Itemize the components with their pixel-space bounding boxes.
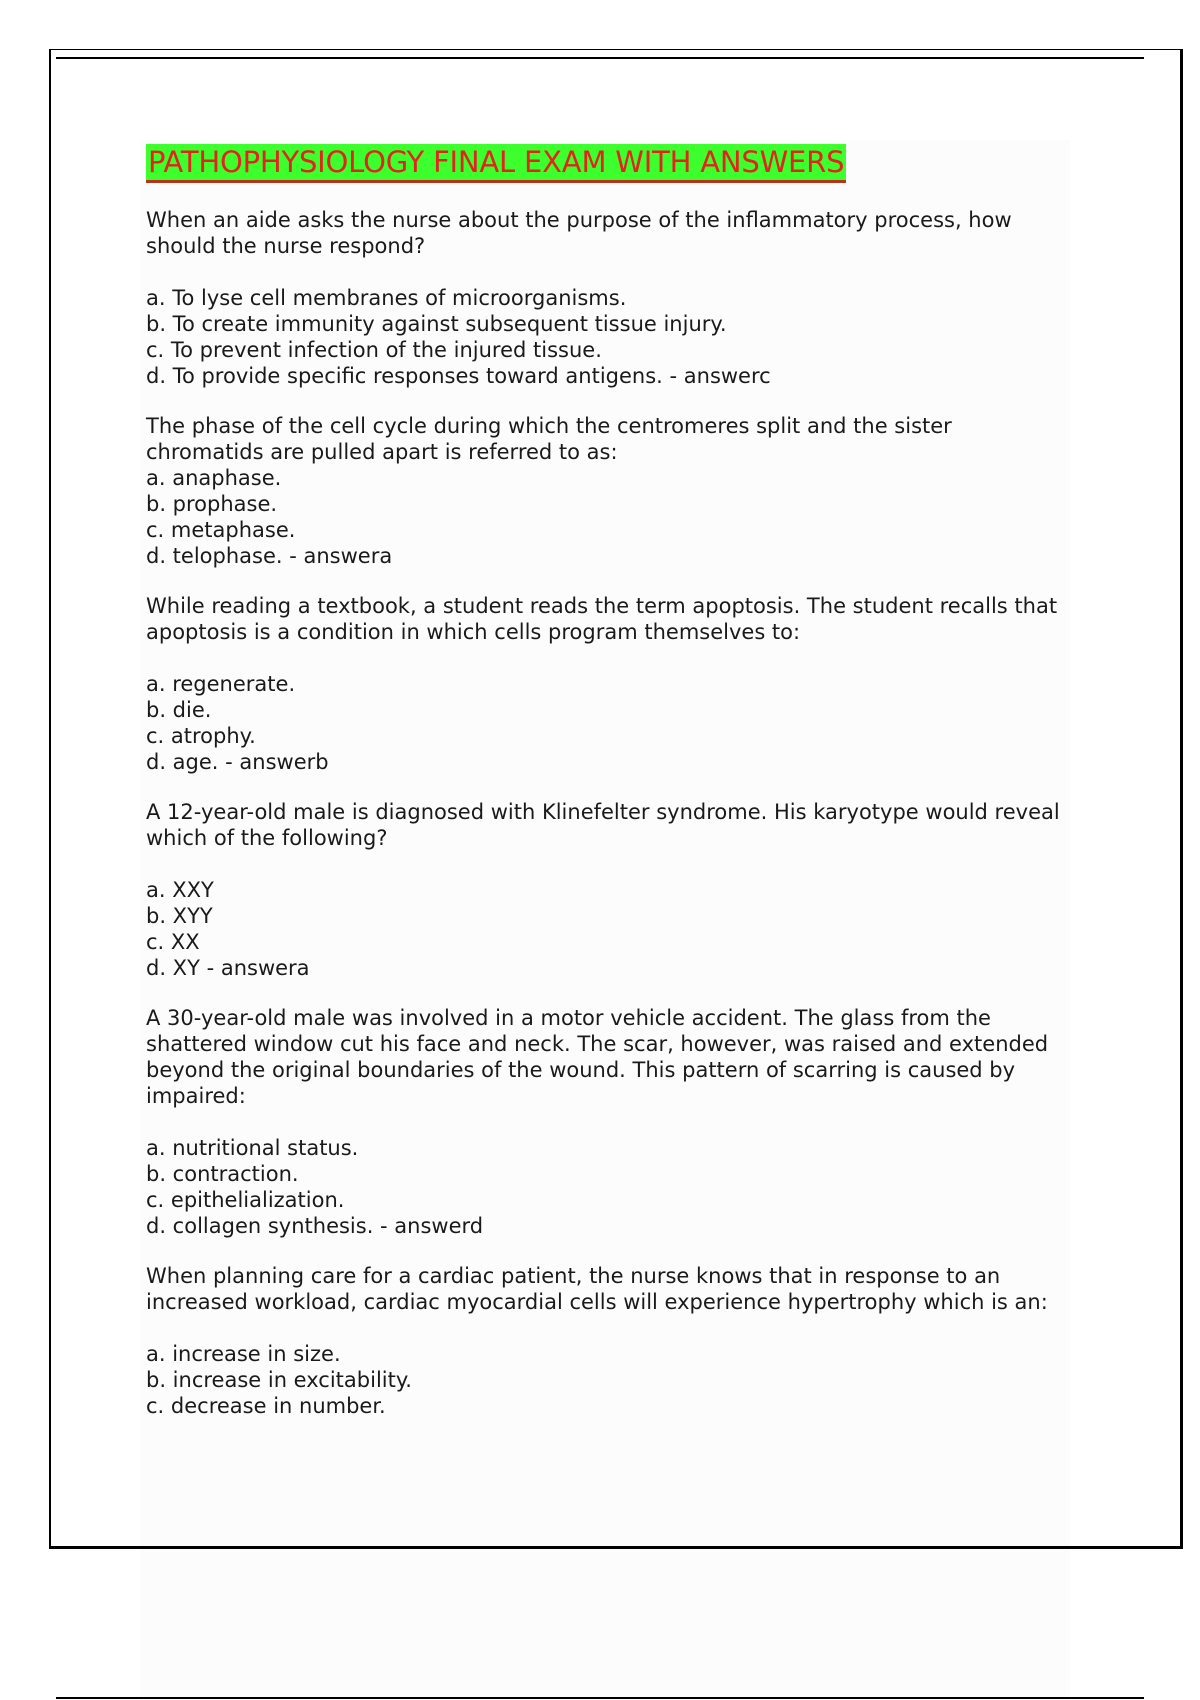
question-block-1 [146,207,1066,389]
option-d: d. To provide specific responses toward antigens. - answerc [146,364,771,388]
option-c: c. metaphase. [146,518,296,542]
question-text: The phase of the cell cycle during which the centromeres split and the sister chromatids are pulled apart is referred to as: [146,414,952,464]
question-text: A 12-year-old male is diagnosed with Klinefelter syndrome. His karyotype would reveal which of the following? [146,800,1060,850]
question-text: A 30-year-old male was involved in a motor vehicle accident. The glass from the shattered window cut his face and neck. The scar, however, was raised and extended beyond the original boundaries of the wound. This pattern of scarring is caused by impaired: [146,1006,1049,1108]
answer-options [146,877,1066,981]
question-block-2 [146,413,1066,569]
option-a: a. To lyse cell membranes of microorganisms. [146,286,627,310]
option-a: a. nutritional status. [146,1136,359,1160]
question-block-5 [146,1005,1066,1239]
question-text: When planning care for a cardiac patient, the nurse knows that in response to an increased workload, cardiac myocardial cells will experience hypertrophy which is an: [146,1264,1048,1314]
answer-options [146,465,1066,569]
option-c: c. To prevent infection of the injured tissue. [146,338,602,362]
option-d: d. collagen synthesis. - answerd [146,1214,484,1238]
question-block-4 [146,799,1066,981]
option-b: b. prophase. [146,492,278,516]
question-text: While reading a textbook, a student reads the term apoptosis. The student recalls that apoptosis is a condition in which cells program themselves to: [146,594,1058,644]
option-c: c. XX [146,930,200,954]
option-b: b. contraction. [146,1162,299,1186]
option-a: a. increase in size. [146,1342,341,1366]
answer-options [146,1135,1066,1239]
option-a: a. XXY [146,878,214,902]
option-c: c. atrophy. [146,724,256,748]
option-a: a. regenerate. [146,672,296,696]
document-title: PATHOPHYSIOLOGY FINAL EXAM WITH ANSWERS [146,144,846,183]
option-b: b. XYY [146,904,213,928]
option-c: c. decrease in number. [146,1394,386,1418]
option-d: d. age. - answerb [146,750,329,774]
answer-options [146,285,1066,389]
top-rule [56,57,1144,59]
option-d: d. XY - answera [146,956,310,980]
option-a: a. anaphase. [146,466,282,490]
option-d: d. telophase. - answera [146,544,393,568]
question-block-3 [146,593,1066,775]
option-b: b. To create immunity against subsequent tissue injury. [146,312,727,336]
answer-options [146,671,1066,775]
bottom-rule [56,1697,1144,1699]
option-c: c. epithelialization. [146,1188,345,1212]
option-b: b. die. [146,698,212,722]
option-b: b. increase in excitability. [146,1368,412,1392]
question-text: When an aide asks the nurse about the purpose of the inflammatory process, how should the nurse respond? [146,208,1012,258]
document-body [146,144,1066,1419]
question-block-6 [146,1263,1066,1419]
answer-options [146,1341,1066,1419]
